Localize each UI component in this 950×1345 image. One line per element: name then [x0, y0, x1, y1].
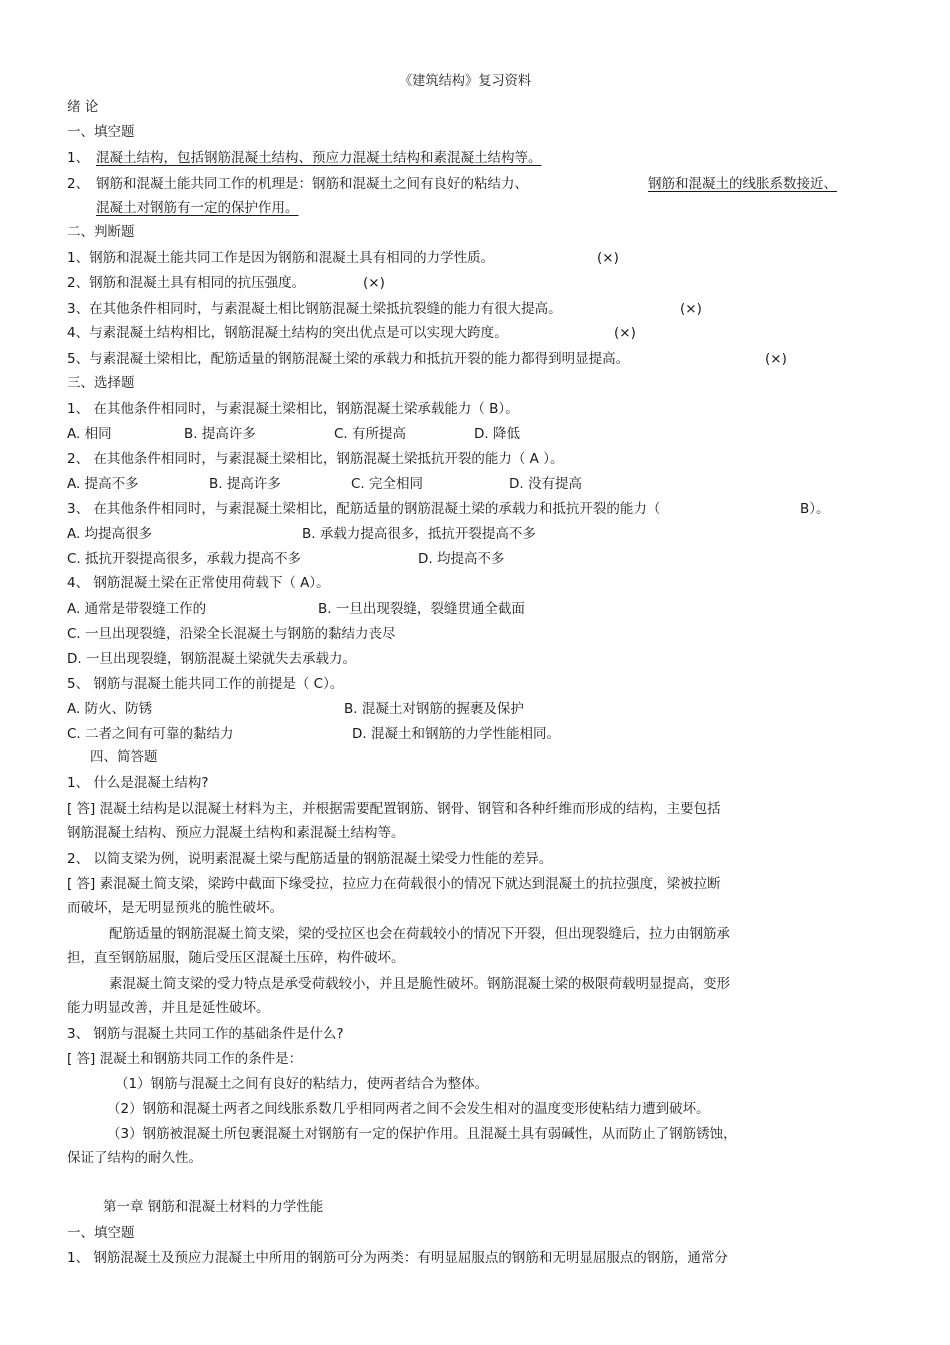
fill-q1-text: 混凝土结构，包括钢筋混凝土结构、预应力混凝土结构和素混凝土结构等。	[96, 150, 542, 166]
choice-option: B. 提高许多	[184, 426, 256, 442]
choice-option: A. 防火、防锈	[67, 701, 153, 717]
short-a3-line: 保证了结构的耐久性。	[67, 1150, 202, 1166]
judge-mark: (×)	[765, 351, 787, 367]
short-q2: 2、 以简支梁为例，说明素混凝土梁与配筋适量的钢筋混凝土梁受力性能的差异。	[67, 851, 553, 867]
intro-heading: 绪 论	[67, 99, 99, 115]
short-a2-line: 素混凝土简支梁的受力特点是承受荷载较小，并且是脆性破坏。钢筋混凝土梁的极限荷载明显提高，变形	[109, 976, 730, 992]
choice-q2: 2、 在其他条件相同时，与素混凝土梁相比，钢筋混凝土梁抵抗开裂的能力（ A ）。	[67, 451, 564, 467]
choice-option: C. 有所提高	[334, 426, 407, 442]
judge-mark: (×)	[597, 250, 619, 266]
judge-mark: (×)	[363, 275, 385, 291]
short-heading: 四、简答题	[90, 749, 158, 765]
short-q3: 3、 钢筋与混凝土共同工作的基础条件是什么?	[67, 1026, 344, 1042]
choice-option: B. 一旦出现裂缝，裂缝贯通全截面	[318, 601, 525, 617]
choice-option: C. 抵抗开裂提高很多，承载力提高不多	[67, 551, 302, 567]
short-a2-line: [ 答] 素混凝土简支梁，梁跨中截面下缘受拉，拉应力在荷载很小的情况下就达到混凝土的抗拉强度，梁被拉断	[67, 876, 721, 892]
choice-q3: 3、 在其他条件相同时，与素混凝土梁相比，配筋适量的钢筋混凝土梁的承载力和抵抗开裂的能力（	[67, 501, 661, 517]
short-a2-line: 配筋适量的钢筋混凝土简支梁，梁的受拉区也会在荷载较小的情况下开裂，但出现裂缝后，拉力由钢筋承	[109, 926, 730, 942]
choice-option: B. 承载力提高很多，抵抗开裂提高不多	[302, 526, 536, 542]
fill-q2-num: 2、	[67, 176, 90, 192]
choice-q1: 1、 在其他条件相同时，与素混凝土梁相比，钢筋混凝土梁承载能力（ B）。	[67, 401, 519, 417]
choice-option: A. 相同	[67, 426, 112, 442]
short-a1-line: [ 答] 混凝土结构是以混凝土材料为主，并根据需要配置钢筋、钢骨、钢管和各种纤维而形成的结构，主要包括	[67, 801, 721, 817]
short-a2-line: 而破坏，是无明显预兆的脆性破坏。	[67, 900, 283, 916]
choice-option: B. 混凝土对钢筋的握裹及保护	[344, 701, 524, 717]
short-a3-line: （1）钢筋与混凝土之间有良好的粘结力，使两者结合为整体。	[115, 1076, 489, 1092]
fill-q2-text-c: 混凝土对钢筋有一定的保护作用。	[96, 200, 299, 216]
choice-option: D. 混凝土和钢筋的力学性能相同。	[352, 726, 560, 742]
short-q1: 1、 什么是混凝土结构?	[67, 775, 209, 791]
choice-option: C. 一旦出现裂缝，沿梁全长混凝土与钢筋的黏结力丧尽	[67, 626, 396, 642]
choice-option: D. 降低	[474, 426, 520, 442]
choice-option: A. 通常是带裂缝工作的	[67, 601, 207, 617]
short-a1-line: 钢筋混凝土结构、预应力混凝土结构和素混凝土结构等。	[67, 825, 405, 841]
fill-q2-text-a: 钢筋和混凝土能共同工作的机理是：钢筋和混凝土之间有良好的粘结力、	[96, 176, 528, 192]
choice-option: B. 提高许多	[209, 476, 281, 492]
judge-item: 2、钢筋和混凝土具有相同的抗压强度。	[67, 275, 306, 291]
judge-item: 5、与素混凝土梁相比，配筋适量的钢筋混凝土梁的承载力和抵抗开裂的能力都得到明显提高。	[67, 351, 630, 367]
short-a3-line: （2）钢筋和混凝土两者之间线胀系数几乎相同两者之间不会发生相对的温度变形使粘结力遭到破坏。	[107, 1101, 710, 1117]
choice-q5: 5、 钢筋与混凝土能共同工作的前提是（ C）。	[67, 676, 344, 692]
judge-item: 1、钢筋和混凝土能共同工作是因为钢筋和混凝土具有相同的力学性质。	[67, 250, 495, 266]
short-a2-line: 能力明显改善，并且是延性破坏。	[67, 1000, 270, 1016]
judge-heading: 二、判断题	[67, 224, 135, 240]
fill-heading: 一、填空题	[67, 124, 135, 140]
fill-q2-text-b: 钢筋和混凝土的线胀系数接近、	[648, 176, 837, 192]
choice-option: A. 均提高很多	[67, 526, 153, 542]
judge-mark: (×)	[614, 325, 636, 341]
chapter1-q1: 1、 钢筋混凝土及预应力混凝土中所用的钢筋可分为两类：有明显屈服点的钢筋和无明显屈服点的钢筋，通常分	[67, 1250, 728, 1266]
choice-option: D. 一旦出现裂缝，钢筋混凝土梁就失去承载力。	[67, 651, 356, 667]
choice-heading: 三、选择题	[67, 375, 135, 391]
choice-option: C. 完全相同	[351, 476, 424, 492]
choice-option: A. 提高不多	[67, 476, 139, 492]
choice-q3-answer: B）。	[800, 501, 830, 517]
short-a3-line: [ 答] 混凝土和钢筋共同工作的条件是：	[67, 1051, 303, 1067]
judge-item: 4、与素混凝土结构相比，钢筋混凝土结构的突出优点是可以实现大跨度。	[67, 325, 508, 341]
chapter1-heading: 第一章 钢筋和混凝土材料的力学性能	[103, 1199, 324, 1215]
choice-option: D. 没有提高	[509, 476, 582, 492]
judge-item: 3、在其他条件相同时，与素混凝土相比钢筋混凝土梁抵抗裂缝的能力有很大提高。	[67, 301, 562, 317]
choice-option: D. 均提高不多	[418, 551, 505, 567]
choice-option: C. 二者之间有可靠的黏结力	[67, 726, 234, 742]
short-a2-line: 担，直至钢筋屈服，随后受压区混凝土压碎，构件破坏。	[67, 950, 405, 966]
fill-q1-num: 1、	[67, 150, 90, 166]
chapter1-fill-heading: 一、填空题	[67, 1225, 135, 1241]
choice-q4: 4、 钢筋混凝土梁在正常使用荷载下（ A）。	[67, 575, 330, 591]
short-a3-line: （3）钢筋被混凝土所包裹混凝土对钢筋有一定的保护作用。且混凝土具有弱碱性，从而防止了钢筋锈蚀，	[107, 1126, 737, 1142]
doc-title: 《建筑结构》复习资料	[398, 73, 532, 89]
judge-mark: (×)	[680, 301, 702, 317]
